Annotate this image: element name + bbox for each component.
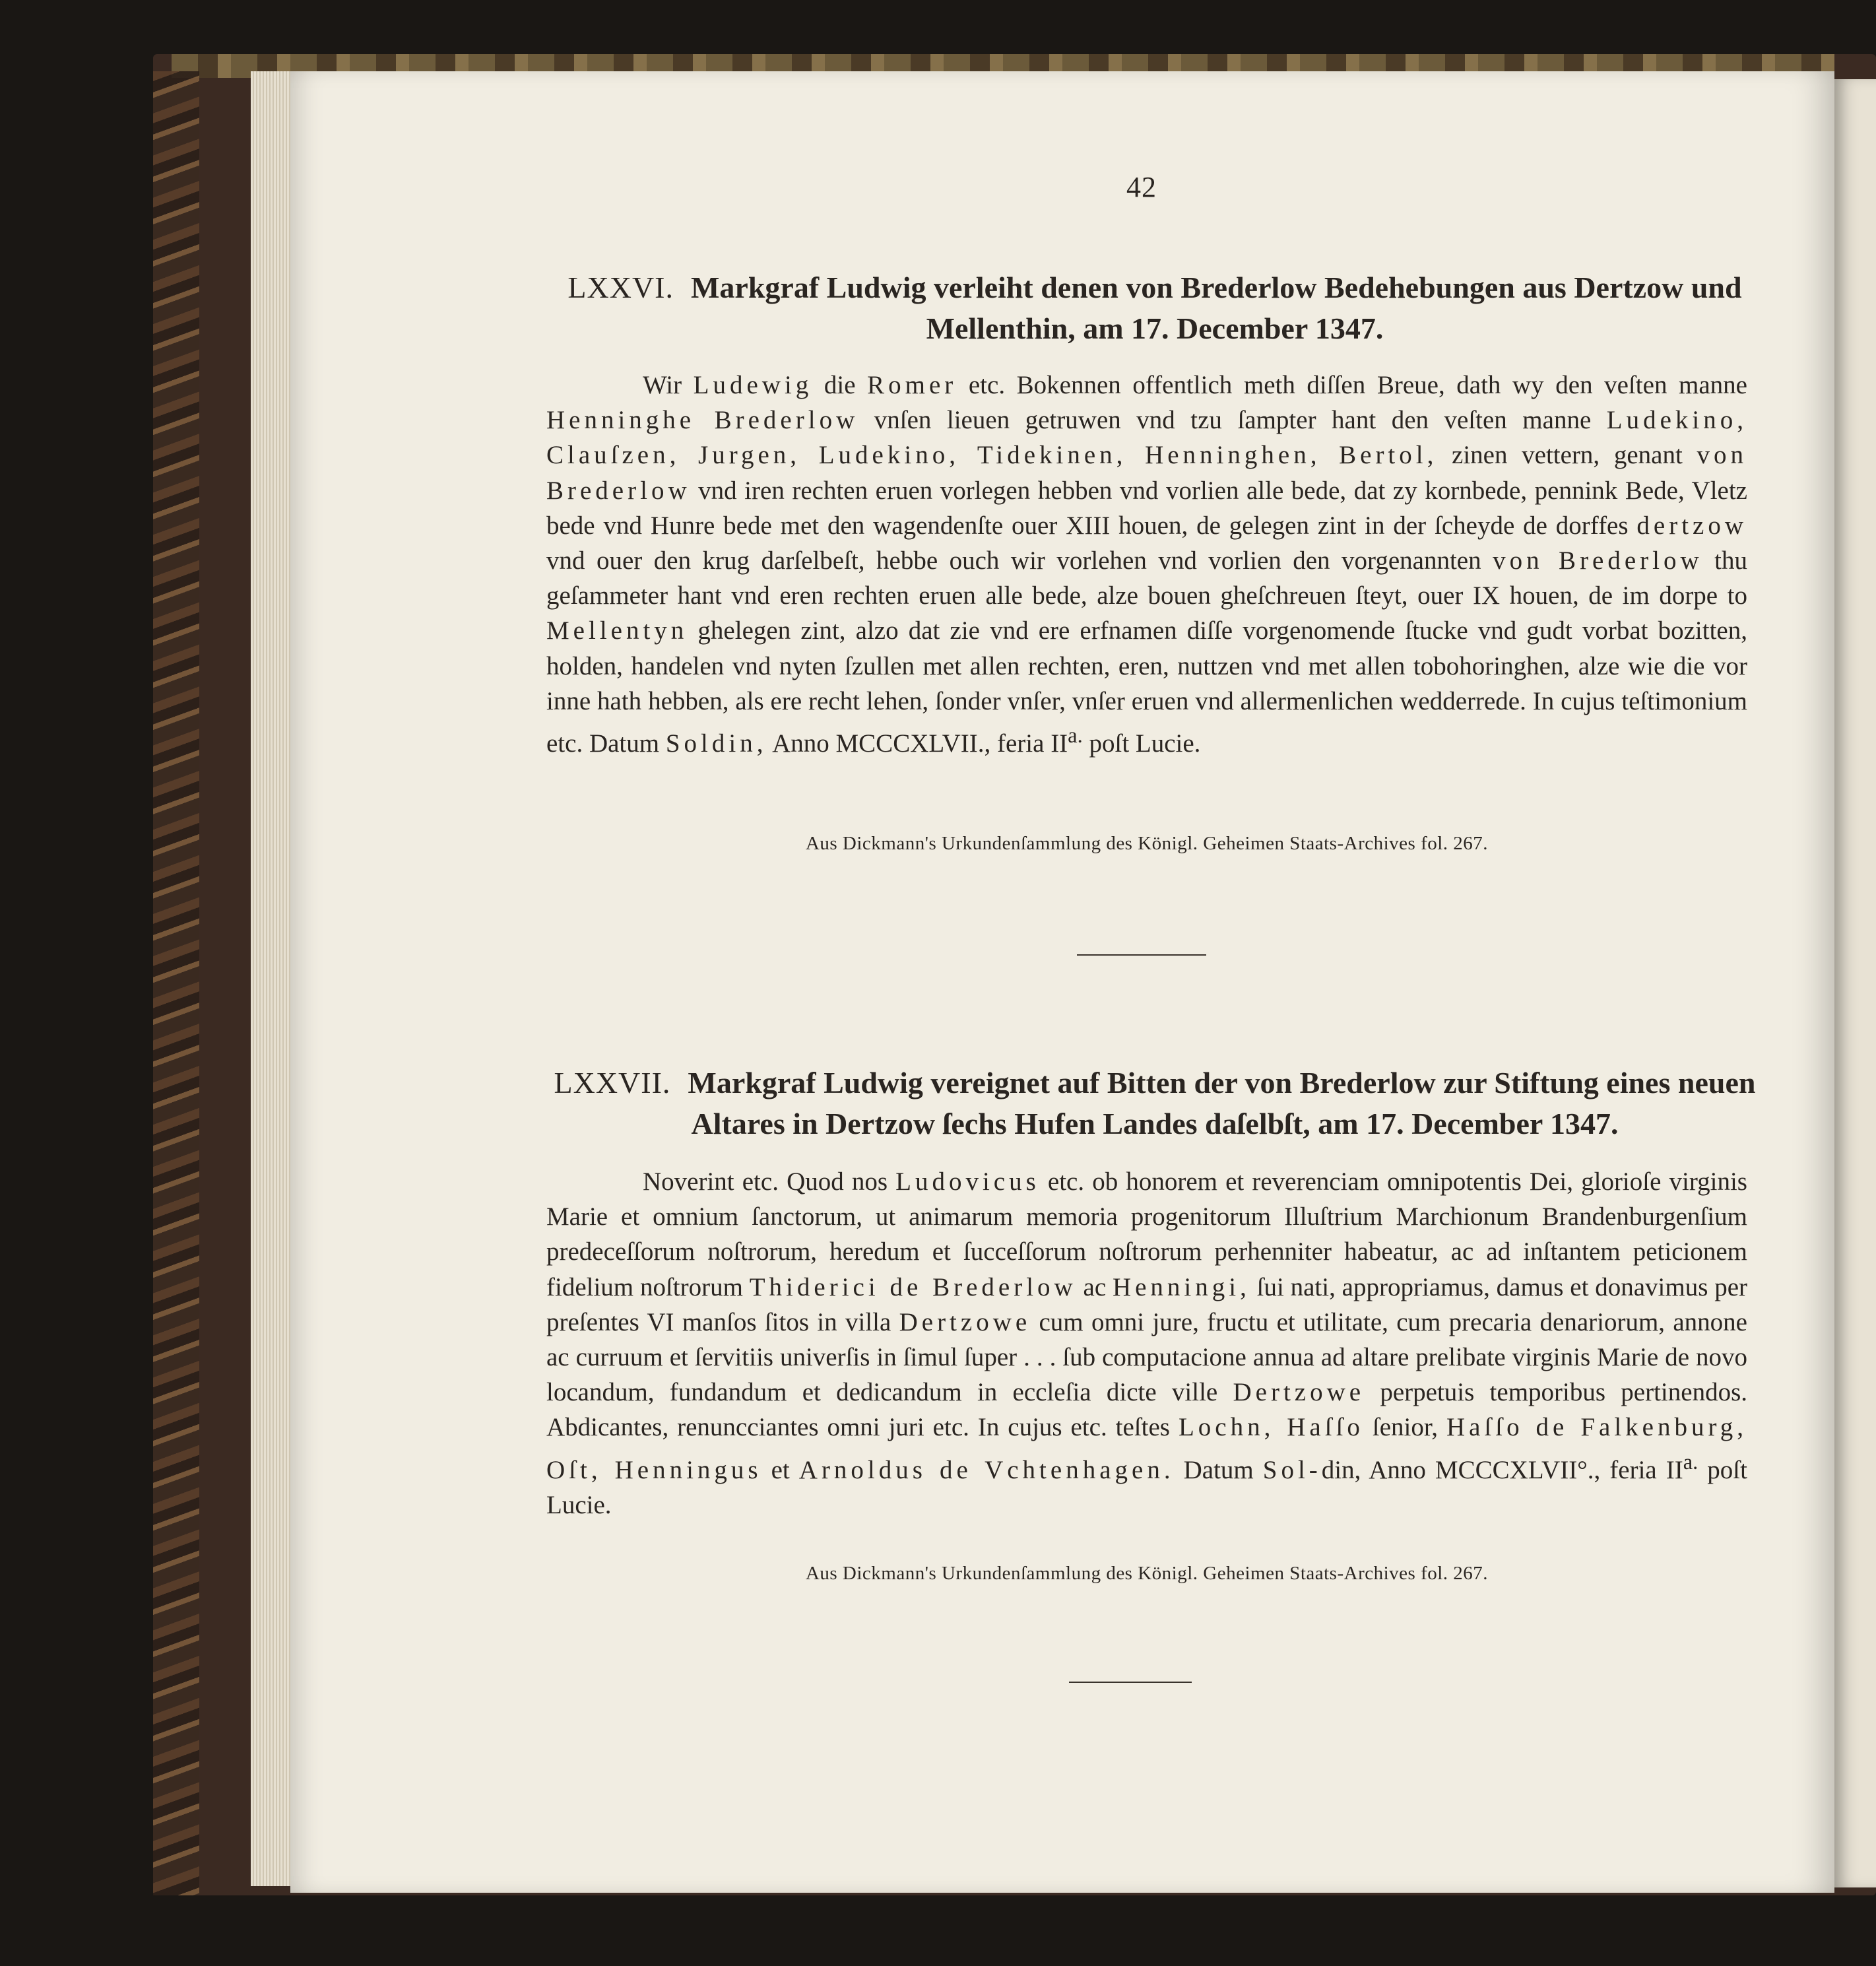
- spaced-name: Dertzowe: [1233, 1378, 1365, 1407]
- text-run: vnd iren rechten eruen vorlegen hebben vnd vorlien alle bede, dat zy kornbede, pennink Bede, Vletz bede vnd Hunre bede met den wagendenſte ouer XIII houen, de gelegen zint in der ſcheyde de dorffes: [546, 476, 1747, 540]
- text-run: Noverint etc. Quod nos: [643, 1167, 896, 1196]
- text-run: ghelegen zint, alzo dat zie vnd ere erfnamen diſſe vorgenomende ſtucke vnd gudt vorbat bozitten, holden, handelen vnd nyten ſzullen met allen rechten, eren, nuttzen vnd met allen tobohoringhen, alze wie die vor inne hath hebben, als ere recht lehen, ſonder vnſer, vnſer eruen vnd allermenlichen wedderrede. In cujus teſtimonium etc. Datum: [546, 616, 1747, 758]
- spaced-name: Lochn, Haſſo: [1178, 1413, 1364, 1442]
- section-body-lxxvii: [546, 1164, 1747, 1523]
- marbled-binding: [153, 71, 199, 1895]
- text-run: thu geſammeter hant vnd eren rechten eruen alle bede, alze bouen gheſchreuen ſteyt, ouer IX houen, de im dorpe to: [546, 546, 1747, 610]
- text-run: vnd ouer den krug darſelbeſt, hebbe ouch wir vorlehen vnd vorlien den vorgenannten: [546, 546, 1493, 575]
- heading-title-line-1: Markgraf Ludwig verleiht denen von Brederlow Bedehebungen aus Dertzow und: [691, 271, 1742, 304]
- section-body-lxxvi: [546, 368, 1747, 761]
- text-run: ſui nati, appropriamus, damus et donavimus per preſentes VI manſos ſitos in villa: [546, 1272, 1747, 1336]
- spaced-name: Ludewig: [693, 371, 813, 399]
- section-heading-lxxvi: [548, 267, 1762, 349]
- text-run: zinen vettern, genant: [1437, 441, 1697, 470]
- heading-line-1: [548, 267, 1762, 308]
- spaced-name: von Brederlow: [1493, 546, 1703, 575]
- superscript: a.: [1068, 724, 1083, 748]
- text-run: die: [812, 371, 868, 399]
- section-divider: [1077, 954, 1206, 956]
- text-run: et: [761, 1455, 799, 1484]
- text-run: etc. Bokennen offentlich meth diſſen Breue, dath wy den veſten manne: [957, 371, 1747, 399]
- next-page-edge: [1834, 79, 1876, 1887]
- spaced-name: Thiderici de Brederlow: [749, 1272, 1077, 1301]
- heading-line-1: [548, 1063, 1762, 1103]
- source-citation-lxxvi: Aus Dickmann's Urkundenſammlung des Königl. Geheimen Staats-Archives fol. 267.: [805, 833, 1489, 854]
- text-run: poſt Lucie.: [546, 1455, 1747, 1519]
- text-run: ac: [1076, 1272, 1113, 1301]
- spaced-name: Dertzowe: [899, 1307, 1031, 1336]
- text-run: din, Anno MCCCXLVII°., feria II: [1321, 1455, 1683, 1484]
- spaced-name: Haſſo de Falkenburg, Oſt, Henningus: [546, 1413, 1747, 1484]
- text-run: cum omni jure, fructu et utilitate, cum precaria denariorum, annone ac curruum et ſervitiis univerſis in ſimul ſuper . . . ſub computacione annua ad altare prelibate virginis Marie de novo locandum, fundandum et dedicandum in eccleſia dicte ville: [546, 1307, 1747, 1407]
- spaced-name: dertzow: [1636, 511, 1747, 540]
- spaced-name: Sol-: [1262, 1455, 1322, 1484]
- text-run: Anno MCCCXLVII., feria II: [767, 729, 1068, 758]
- page-number: 42: [1126, 171, 1157, 203]
- body-paragraph: [546, 1164, 1747, 1523]
- source-citation-lxxvii: Aus Dickmann's Urkundenſammlung des Königl. Geheimen Staats-Archives fol. 267.: [805, 1563, 1489, 1584]
- spaced-name: Henningi,: [1112, 1272, 1250, 1301]
- spaced-name: Ludekino, Clauſzen, Jurgen, Ludekino, Tidekinen, Henninghen, Bertol,: [546, 406, 1747, 470]
- text-run: Wir: [643, 371, 694, 399]
- spaced-name: von Brederlow: [546, 441, 1747, 505]
- text-run: Datum: [1174, 1455, 1263, 1484]
- section-numeral: LXXVII.: [554, 1066, 671, 1099]
- text-run: vnſen lieuen getruwen vnd tzu ſampter hant den veſten manne: [858, 406, 1607, 435]
- superscript: a.: [1683, 1450, 1698, 1474]
- heading-title-line-2: Mellenthin, am 17. December 1347.: [926, 311, 1384, 345]
- spaced-name: Arnoldus de Vchtenhagen.: [798, 1455, 1175, 1484]
- spaced-name: Ludovicus: [895, 1167, 1040, 1196]
- heading-title-line-2: Altares in Dertzow ſechs Hufen Landes daſelbſt, am 17. December 1347.: [691, 1107, 1619, 1140]
- text-run: perpetuis temporibus pertinendos. Abdicantes, renuncciantes omni juri etc. In cujus etc. teſtes: [546, 1378, 1747, 1442]
- section-heading-lxxvii: [548, 1063, 1762, 1144]
- body-paragraph: [546, 368, 1747, 761]
- end-divider: [1069, 1682, 1192, 1683]
- spaced-name: Romer: [867, 371, 957, 399]
- heading-title-line-1: Markgraf Ludwig vereignet auf Bitten der von Brederlow zur Stiftung eines neuen: [688, 1066, 1756, 1099]
- spaced-name: Mellentyn: [546, 616, 688, 645]
- text-run: poſt Lucie.: [1082, 729, 1201, 758]
- spaced-name: Henninghe Brederlow: [546, 406, 859, 435]
- text-run: ſenior,: [1363, 1413, 1446, 1442]
- section-numeral: LXXVI.: [567, 271, 674, 304]
- text-run: etc. ob honorem et reverenciam omnipotentis Dei, glorioſe virginis Marie et omnium ſanctorum, ut animarum memoria progenitorum Illuſtrium Marchionum Brandenburgenſium predeceſſorum noſtrorum, heredum et ſucceſſorum noſtrorum perhenniter habeatur, ac ad inſtantem peticionem fidelium noſtrorum: [546, 1167, 1747, 1301]
- spaced-name: Soldin,: [665, 729, 767, 758]
